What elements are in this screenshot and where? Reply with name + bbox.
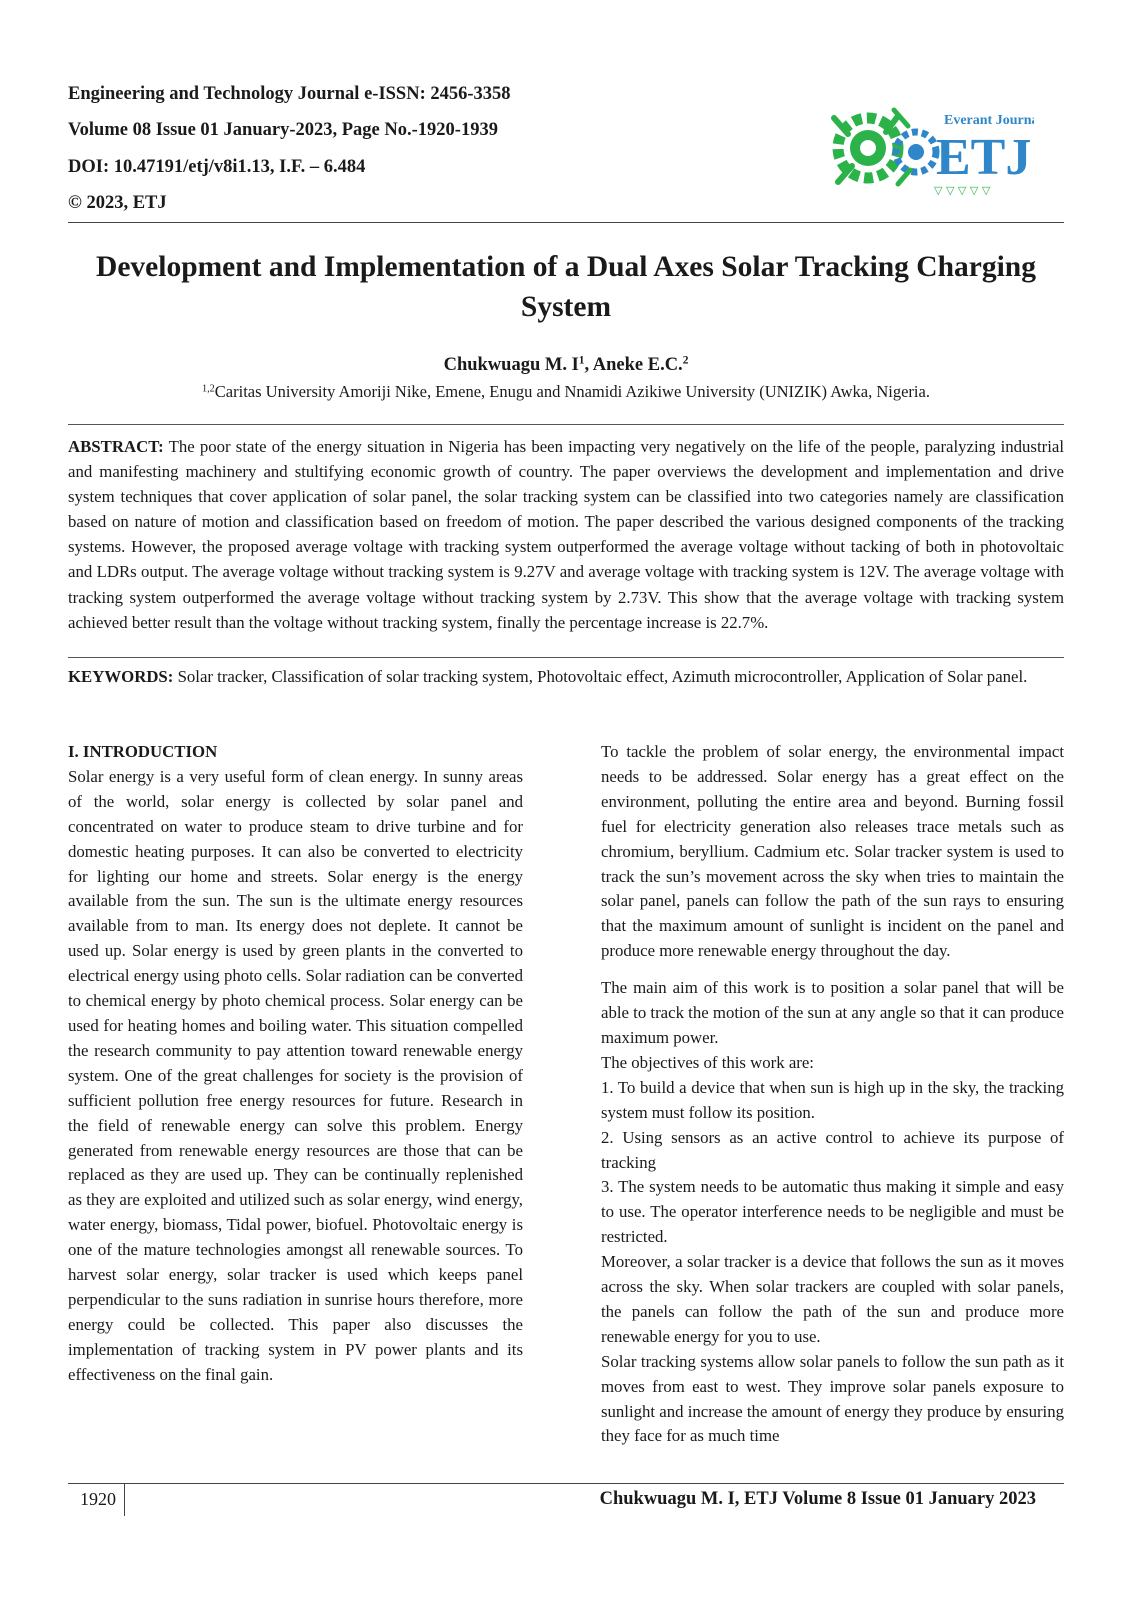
- footer-divider: [68, 1483, 1064, 1484]
- copyright-line: © 2023, ETJ: [68, 192, 167, 213]
- journal-logo: [824, 92, 1034, 204]
- right-paragraph-tracker: Moreover, a solar tracker is a device that follows the sun as it moves across the sky. When solar trackers are coupled with solar panels, the panels can follow the path of the sun and produce more renewable energy for you to use.: [601, 1252, 1064, 1346]
- abstract-top-divider: [68, 424, 1064, 425]
- svg-text:▽ ▽ ▽ ▽ ▽: ▽ ▽ ▽ ▽ ▽: [934, 184, 991, 197]
- right-paragraph-1: To tackle the problem of solar energy, the environmental impact needs to be addressed. Solar energy has a great effect on the environment, polluting the entire area and beyond. Burning fossil fuel for electricity generation also releases trace metals such as chromium, beryllium. Cadmium etc. Solar tracker system is used to track the sun’s movement across the sky when tries to maintain the solar panel, panels can follow the path of the sun rays to ensuring that the maximum amount of sunlight is incident on the panel and produce more renewable energy throughout the day.: [601, 742, 1064, 961]
- logo-main-text: ETJ: [936, 129, 1032, 186]
- left-column: [68, 740, 523, 1388]
- etj-logo-graphic: [824, 92, 1034, 204]
- journal-name-line: Engineering and Technology Journal e-ISSN: 2456-3358: [68, 84, 511, 104]
- right-paragraph-systems: Solar tracking systems allow solar panels to follow the sun path as it moves from east to west. They improve solar panels exposure to sunlight and increase the amount of energy they produce by ensuring they face for as much time: [601, 1351, 1064, 1446]
- footer-citation: Chukwuagu M. I, ETJ Volume 8 Issue 01 January 2023: [599, 1489, 1036, 1509]
- abstract-label: ABSTRACT:: [68, 437, 164, 456]
- doi-line: DOI: 10.47191/etj/v8i1.13, I.F. – 6.484: [68, 156, 366, 177]
- objective-2: 2. Using sensors as an active control to achieve its purpose of tracking: [601, 1127, 1064, 1172]
- abstract: [68, 434, 1064, 635]
- abstract-text: The poor state of the energy situation in Nigeria has been impacting very negatively on the life of the people, paralyzing industrial and manifesting machinery and stultifying economic growth of country. The paper overviews the development and implementation and drive system techniques that cover application of solar panel, the solar tracking system can be classified into two categories namely are classification based on nature of motion and classification based on freedom of motion. The paper described the various designed components of the tracking systems. However, the proposed average voltage with tracking system outperformed the average voltage without tacking of both in photovoltaic and LDRs output. The average voltage without tracking system is 9.27V and average voltage with tracking system is 12V. The average voltage with tracking system outperformed the average voltage without tracking system by 2.73V. This show that the average voltage with tracking system achieved better result than the voltage without tracking system, finally the percentage increase is 22.7%.: [68, 437, 1064, 632]
- keywords-text: Solar tracker, Classification of solar tracking system, Photovoltaic effect, Azimuth microcontroller, Application of Solar panel.: [177, 667, 1028, 686]
- author-1-affil: 1: [578, 354, 585, 367]
- author-2: Aneke E.C.: [592, 355, 683, 375]
- keywords-divider: [68, 657, 1064, 658]
- author-2-affil: 2: [682, 354, 689, 367]
- paper-page: [68, 0, 1064, 1600]
- intro-paragraph: Solar energy is a very useful form of clean energy. In sunny areas of the world, solar energy is collected by solar panel and concentrated on water to produce steam to drive turbine and for domestic heating purposes. It can also be converted to electricity for lighting our home and streets. Solar energy is the energy available from the sun. The sun is the ultimate energy resources available from to man. Its energy does not deplete. It cannot be used up. Solar energy is used by green plants in the converted to electrical energy using photo cells. Solar radiation can be converted to chemical energy by photo chemical process. Solar energy can be used for heating homes and boiling water. This situation compelled the research community to pay attention toward renewable energy system. One of the great challenges for society is the provision of sufficient pollution free energy resources for future. Research in the field of renewable energy can solve this problem. Energy generated from renewable energy resources are those that can be replaced as they are used up. They can be continually replenished as they are exploited and utilized such as solar energy, wind energy, water energy, biomass, Tidal power, biofuel. Photovoltaic energy is one of the mature technologies amongst all renewable sources. To harvest solar energy, solar tracker is used which keeps panel perpendicular to the suns radiation in sunrise hours therefore, more energy could be collected. This paper also discusses the implementation of tracking system in PV power plants and its effectiveness on the final gain.: [68, 766, 523, 1384]
- logo-top-text: Everant Journal: [944, 113, 1034, 128]
- section-heading-introduction: I. INTRODUCTION: [68, 742, 218, 761]
- objective-1: 1. To build a device that when sun is high up in the sky, the tracking system must follow its position.: [601, 1077, 1064, 1122]
- journal-info: [68, 76, 511, 221]
- volume-line: Volume 08 Issue 01 January-2023, Page No.-1920-1939: [68, 120, 498, 141]
- paper-title: Development and Implementation of a Dual Axes Solar Tracking Charging System: [96, 251, 1036, 323]
- author-1: Chukwuagu M. I: [443, 355, 579, 375]
- objectives-intro: The objectives of this work are:: [601, 1052, 814, 1072]
- page-number-separator: [124, 1484, 125, 1516]
- keywords: [68, 664, 1064, 689]
- page-number: 1920: [80, 1489, 116, 1509]
- authors-line: Chukwuagu M. $I^1$, Aneke E.C.$^2$: [443, 354, 689, 375]
- header-divider: [68, 222, 1064, 223]
- right-paragraph-aim: The main aim of this work is to position a solar panel that will be able to track the motion of the sun at any angle so that it can produce maximum power.: [601, 978, 1064, 1047]
- objective-3: 3. The system needs to be automatic thus making it simple and easy to use. The operator interference needs to be negligible and must be restricted.: [601, 1177, 1064, 1247]
- keywords-label: KEYWORDS:: [68, 667, 174, 686]
- right-column: [601, 740, 1064, 1449]
- affiliation-line: $^{1,2}$Caritas University Amoriji Nike, Emene, Enugu and Nnamidi Azikiwe University (UNIZIK) Awka, Nigeria.: [202, 382, 930, 401]
